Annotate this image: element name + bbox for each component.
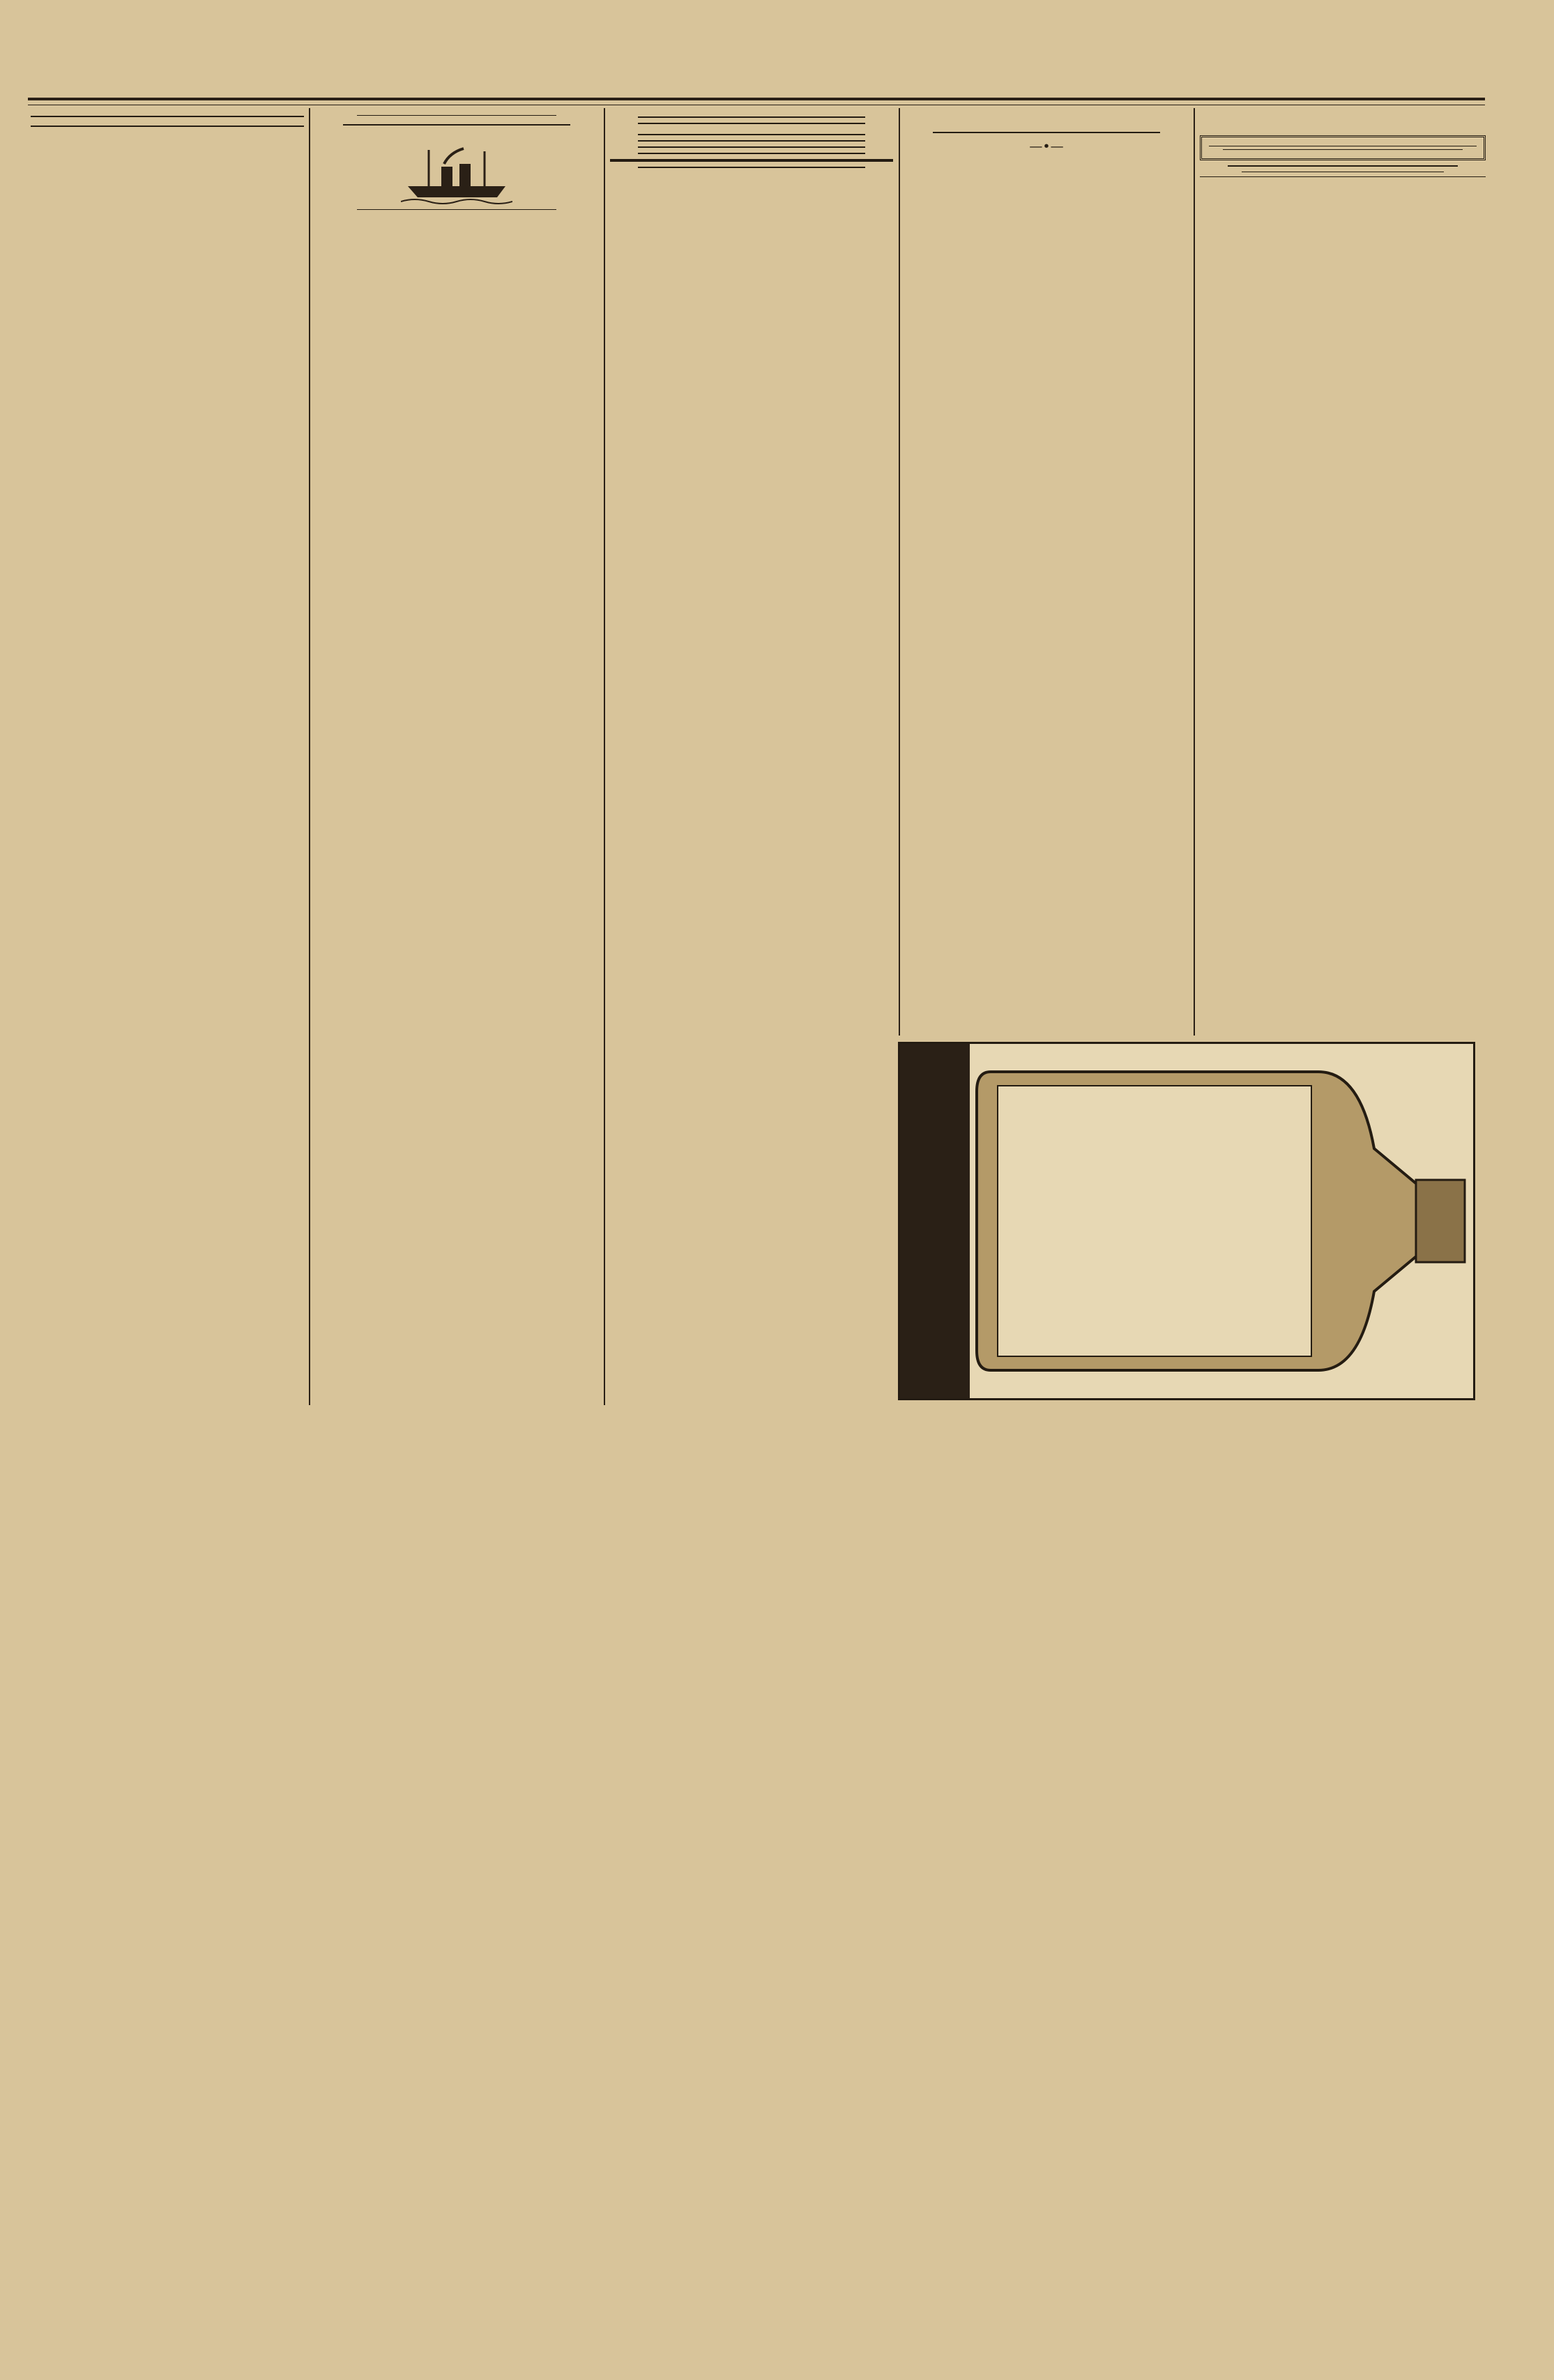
divider <box>1200 176 1486 177</box>
marmolejo-side-title <box>900 1044 970 1398</box>
divider <box>343 124 570 126</box>
column-1 <box>31 112 304 1402</box>
divider <box>357 115 556 116</box>
column-5 <box>1200 126 1486 1032</box>
top-rule <box>28 98 1485 100</box>
marmolejo-ad <box>898 1042 1475 1400</box>
divider <box>638 140 865 142</box>
divider <box>357 209 556 210</box>
divider <box>638 167 865 168</box>
column-rule <box>899 108 900 1036</box>
column-rule <box>604 108 605 1405</box>
hispania-ad <box>1200 135 1486 160</box>
divider <box>1228 165 1458 167</box>
divider <box>638 116 865 118</box>
section-title <box>31 116 304 127</box>
divider <box>638 123 865 124</box>
divider <box>638 146 865 148</box>
column-rule <box>1194 108 1195 1036</box>
column-2 <box>315 112 598 1402</box>
divider <box>638 134 865 135</box>
bottle-illustration <box>970 1044 1473 1398</box>
divider <box>638 153 865 154</box>
divider <box>1223 149 1463 150</box>
ornament: —•— <box>1029 139 1064 154</box>
section-title <box>315 130 598 139</box>
divider <box>933 132 1160 133</box>
actualidad-title <box>610 159 893 162</box>
steamship-icon <box>401 143 512 206</box>
column-3 <box>610 112 893 1402</box>
column-4 <box>905 126 1188 1032</box>
column-rule <box>309 108 310 1405</box>
